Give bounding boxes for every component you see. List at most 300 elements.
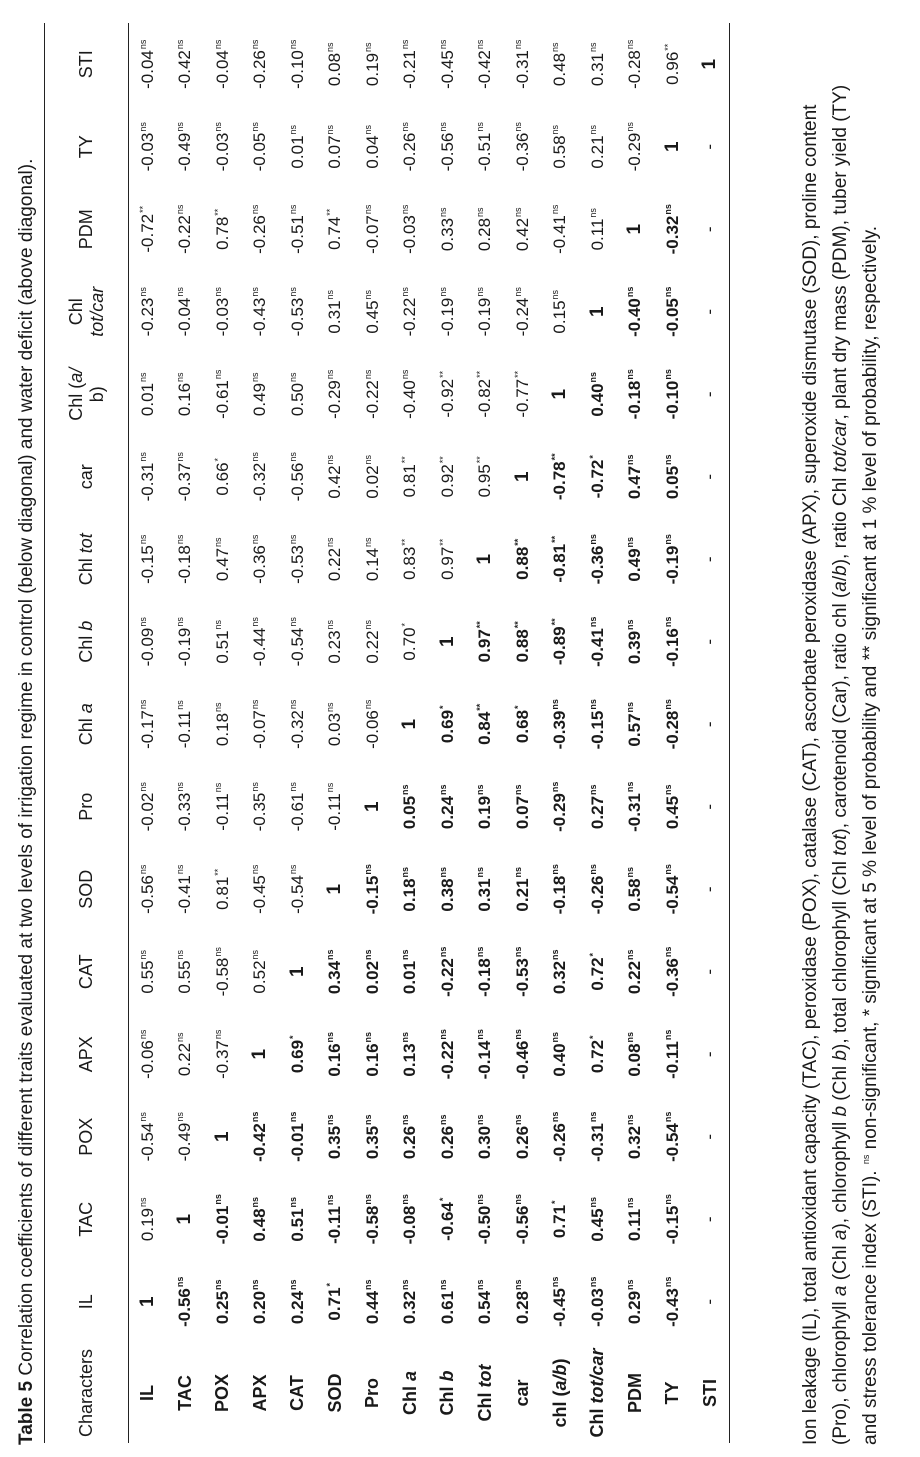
table-cell: $-0.40^{ns}$ xyxy=(625,286,645,337)
table-cell: - xyxy=(692,1261,730,1344)
table-cell: $-0.11^{ns}$ xyxy=(325,782,345,831)
table-cell: $0.26^{ns}$ xyxy=(437,1114,457,1160)
table-cell: $0.48^{ns}$ xyxy=(250,1196,270,1242)
table-cell: $-0.07^{ns}$ xyxy=(250,699,270,749)
column-header: APX xyxy=(45,1013,129,1096)
column-header: SOD xyxy=(45,848,129,931)
table-cell: $0.20^{ns}$ xyxy=(250,1279,270,1325)
table-cell: $0.03^{ns}$ xyxy=(325,702,345,747)
footnote-line-2 xyxy=(826,25,856,1445)
table-cell: $-0.45^{ns}$ xyxy=(250,864,270,914)
table-cell: $-0.15^{ns}$ xyxy=(587,699,607,750)
table-row xyxy=(542,23,580,1443)
table-cell: $0.47^{ns}$ xyxy=(625,454,645,500)
table-cell: $0.48^{ns}$ xyxy=(550,42,570,87)
table-cell: 0.88** xyxy=(512,621,532,663)
table-row xyxy=(579,23,617,1443)
footnote-text: (Pro), chlorophyll xyxy=(830,1296,851,1445)
table-row xyxy=(617,23,655,1443)
table-cell: $-0.41^{ns}$ xyxy=(175,864,195,914)
table-cell: 0.72* xyxy=(587,1035,607,1074)
column-header: TAC xyxy=(45,1178,129,1261)
table-cell: 1 xyxy=(249,1048,271,1060)
table-cell: 1 xyxy=(436,636,458,648)
table-cell: $0.31^{ns}$ xyxy=(587,42,607,87)
table-cell: 0.74** xyxy=(325,208,345,250)
footnote-text: (Chl xyxy=(830,1060,851,1106)
table-cell: $0.51^{ns}$ xyxy=(287,1196,307,1242)
table-cell: $0.40^{ns}$ xyxy=(587,371,607,417)
table-cell: $-0.46^{ns}$ xyxy=(512,1029,532,1080)
table-cell: 1 xyxy=(692,23,730,106)
table-cell: $0.01^{ns}$ xyxy=(400,949,420,995)
table-cell: $0.22^{ns}$ xyxy=(625,949,645,995)
table-cell: $-0.39^{ns}$ xyxy=(550,699,570,750)
table-cell: - xyxy=(692,766,730,849)
table-cell: $0.11^{ns}$ xyxy=(625,1197,645,1242)
table-cell: $-0.26^{ns}$ xyxy=(400,122,420,172)
table-cell: 0.92** xyxy=(437,456,457,498)
table-cell: $0.34^{ns}$ xyxy=(325,949,345,995)
table-cell: 0.96** xyxy=(662,43,682,85)
table-cell: $-0.15^{ns}$ xyxy=(362,864,382,915)
table-cell: 0.68* xyxy=(512,705,532,744)
table-caption xyxy=(16,25,38,1445)
table-cell: $0.05^{ns}$ xyxy=(662,454,682,500)
table-cell: $0.52^{ns}$ xyxy=(250,949,270,994)
table-cell: $-0.33^{ns}$ xyxy=(175,782,195,832)
table-cell: $0.35^{ns}$ xyxy=(325,1114,345,1160)
row-header: Chl b xyxy=(437,1370,458,1416)
table-cell: $0.04^{ns}$ xyxy=(362,124,382,169)
table-cell: 1 xyxy=(286,966,308,978)
table-cell: $0.45^{ns}$ xyxy=(662,784,682,830)
table-cell: 0.97** xyxy=(475,621,495,663)
table-cell: $-0.53^{ns}$ xyxy=(287,534,307,584)
table-cell: $-0.03^{ns}$ xyxy=(137,122,157,172)
table-cell: 1 xyxy=(399,718,421,730)
table-cell: - xyxy=(692,188,730,271)
table-cell: $-0.53^{ns}$ xyxy=(512,946,532,997)
table-cell: $-0.26^{ns}$ xyxy=(550,1111,570,1162)
table-cell: 1 xyxy=(586,306,608,318)
table-cell: $-0.45^{ns}$ xyxy=(550,1276,570,1327)
table-cell: - xyxy=(692,1096,730,1179)
table-cell: $-0.06^{ns}$ xyxy=(137,1029,157,1079)
table-cell: $0.49^{ns}$ xyxy=(625,536,645,582)
table-cell: $-0.56^{ns}$ xyxy=(437,122,457,172)
table-cell: $-0.04^{ns}$ xyxy=(175,287,195,337)
table-cell: $-0.36^{ns}$ xyxy=(587,534,607,585)
table-footnote xyxy=(796,25,886,1445)
caption-text: Correlation coefficients of different traits evaluated at two levels of irrigation regime in control (below diagonal) and water deficit (above diagonal). xyxy=(16,158,37,1376)
table-cell: $0.21^{ns}$ xyxy=(512,866,532,912)
table-cell: -0.92** xyxy=(437,370,457,418)
column-header: POX xyxy=(45,1096,129,1179)
table-cell: $-0.31^{ns}$ xyxy=(625,781,645,832)
row-header: TY xyxy=(662,1381,683,1405)
table-cell: $-0.41^{ns}$ xyxy=(550,204,570,254)
table-cell: $0.28^{ns}$ xyxy=(512,1279,532,1325)
table-cell: $-0.22^{ns}$ xyxy=(400,287,420,337)
table-cell: $0.16^{ns}$ xyxy=(362,1031,382,1077)
table-cell: $0.18^{ns}$ xyxy=(212,702,232,747)
table-cell: $-0.10^{ns}$ xyxy=(287,39,307,89)
table-cell: $-0.54^{ns}$ xyxy=(662,864,682,915)
table-cell: -0.78** xyxy=(550,453,570,501)
table-cell: $-0.51^{ns}$ xyxy=(287,204,307,254)
table-cell: $0.02^{ns}$ xyxy=(362,949,382,995)
table-cell: $0.24^{ns}$ xyxy=(287,1279,307,1325)
table-cell: $0.22^{ns}$ xyxy=(362,619,382,664)
table-cell: $0.07^{ns}$ xyxy=(325,124,345,169)
table-cell: $0.51^{ns}$ xyxy=(212,619,232,664)
table-cell: 0.71* xyxy=(325,1282,345,1321)
footnote-text: Ion leakage (IL), total antioxidant capacity (TAC), peroxidase (POX), catalase (CAT), ascorbate peroxidase (APX), superoxide dismutase (SOD), proline content xyxy=(800,104,821,1445)
row-header: CAT xyxy=(287,1375,308,1411)
table-cell: $0.35^{ns}$ xyxy=(362,1114,382,1160)
table-cell: $-0.28^{ns}$ xyxy=(662,699,682,750)
table-cell: $0.14^{ns}$ xyxy=(362,537,382,582)
table-cell: 0.69* xyxy=(287,1035,307,1074)
table-cell: $0.32^{ns}$ xyxy=(550,949,570,995)
table-cell: $-0.18^{ns}$ xyxy=(625,369,645,420)
table-cell: $-0.32^{ns}$ xyxy=(662,204,682,255)
table-cell: $-0.07^{ns}$ xyxy=(362,204,382,254)
table-cell: $-0.61^{ns}$ xyxy=(212,369,232,419)
table-cell: $0.25^{ns}$ xyxy=(212,1279,232,1325)
table-cell: $-0.19^{ns}$ xyxy=(437,287,457,337)
table-cell: 0.70* xyxy=(400,622,420,661)
table-cell: 0.84** xyxy=(475,703,495,745)
table-cell: $0.01^{ns}$ xyxy=(137,372,157,417)
table-cell: $-0.40^{ns}$ xyxy=(400,369,420,419)
footnote-italic: b xyxy=(830,1105,851,1117)
table-cell: $-0.23^{ns}$ xyxy=(137,287,157,337)
footnote-italic: b xyxy=(830,565,851,576)
table-cell: $-0.15^{ns}$ xyxy=(662,1194,682,1245)
table-cell: - xyxy=(692,106,730,189)
row-header: TAC xyxy=(174,1375,195,1411)
table-cell: $0.24^{ns}$ xyxy=(437,784,457,830)
table-cell: -0.72* xyxy=(587,455,607,499)
table-cell: $0.47^{ns}$ xyxy=(212,537,232,582)
table-cell: - xyxy=(692,1178,730,1261)
table-cell: $-0.45^{ns}$ xyxy=(437,39,457,89)
column-header: Chl b xyxy=(45,601,129,684)
table-cell: $-0.43^{ns}$ xyxy=(250,287,270,337)
table-cell: 1 xyxy=(624,223,646,235)
table-cell: $0.08^{ns}$ xyxy=(325,42,345,87)
table-cell: $-0.36^{ns}$ xyxy=(250,534,270,584)
footnote-italic: a xyxy=(830,581,851,592)
table-row xyxy=(654,23,692,1443)
table-cell: $-0.03^{ns}$ xyxy=(587,1276,607,1327)
table-cell: $0.58^{ns}$ xyxy=(625,866,645,912)
table-cell: $-0.51^{ns}$ xyxy=(475,122,495,172)
table-cell: $-0.58^{ns}$ xyxy=(212,947,232,997)
table-cell: $-0.37^{ns}$ xyxy=(175,452,195,502)
row-header: SOD xyxy=(324,1373,345,1413)
table-cell: $-0.21^{ns}$ xyxy=(400,39,420,89)
table-cell: $0.49^{ns}$ xyxy=(250,372,270,417)
table-cell: $-0.54^{ns}$ xyxy=(287,617,307,667)
header-characters: Characters xyxy=(45,1343,129,1443)
table-cell: 1 xyxy=(361,801,383,813)
table-cell: $-0.54^{ns}$ xyxy=(137,1112,157,1162)
table-cell: $-0.09^{ns}$ xyxy=(137,617,157,667)
table-cell: -0.89** xyxy=(550,618,570,666)
table-cell: $-0.31^{ns}$ xyxy=(512,39,532,89)
table-cell: $0.27^{ns}$ xyxy=(587,784,607,830)
table-cell: 0.71* xyxy=(550,1200,570,1239)
table-cell: $0.15^{ns}$ xyxy=(550,289,570,334)
row-header: Pro xyxy=(362,1378,383,1409)
table-cell: $-0.43^{ns}$ xyxy=(662,1276,682,1327)
table-cell: $0.19^{ns}$ xyxy=(137,1197,157,1242)
table-cell: - xyxy=(692,1013,730,1096)
table-cell: 1 xyxy=(324,883,346,895)
table-cell: $-0.49^{ns}$ xyxy=(175,1112,195,1162)
table-cell: $0.26^{ns}$ xyxy=(512,1114,532,1160)
table-cell: $-0.36^{ns}$ xyxy=(662,946,682,997)
row-header: Chl a xyxy=(399,1371,420,1416)
table-cell: - xyxy=(692,683,730,766)
table-cell: $-0.18^{ns}$ xyxy=(175,534,195,584)
table-cell: $-0.36^{ns}$ xyxy=(512,122,532,172)
column-header: Chl (a/ b) xyxy=(45,353,129,436)
table-cell: $0.21^{ns}$ xyxy=(587,124,607,169)
table-cell: $-0.08^{ns}$ xyxy=(400,1194,420,1245)
column-header: Pro xyxy=(45,766,129,849)
table-cell: $-0.29^{ns}$ xyxy=(325,369,345,419)
column-header: IL xyxy=(45,1261,129,1344)
row-header: Chl tot xyxy=(474,1364,495,1422)
table-cell: $-0.19^{ns}$ xyxy=(475,287,495,337)
table-cell: $0.54^{ns}$ xyxy=(475,1279,495,1325)
table-cell: $-0.15^{ns}$ xyxy=(137,534,157,584)
table-cell: $-0.03^{ns}$ xyxy=(212,122,232,172)
table-cell: $0.58^{ns}$ xyxy=(550,124,570,169)
table-row xyxy=(204,23,242,1443)
table-cell: 0.88** xyxy=(512,538,532,580)
table-cell: $0.38^{ns}$ xyxy=(437,866,457,912)
column-header: STI xyxy=(45,23,129,106)
table-cell: $0.29^{ns}$ xyxy=(625,1279,645,1325)
table-cell: $-0.22^{ns}$ xyxy=(175,204,195,254)
table-cell: $-0.22^{ns}$ xyxy=(437,1029,457,1080)
table-cell: 0.83** xyxy=(400,538,420,580)
table-cell: 1 xyxy=(511,471,533,483)
table-cell: $-0.24^{ns}$ xyxy=(512,287,532,337)
table-cell: $-0.29^{ns}$ xyxy=(625,122,645,172)
column-header: Chl tot/car xyxy=(45,271,129,354)
table-cell: $-0.18^{ns}$ xyxy=(550,864,570,915)
table-cell: $-0.49^{ns}$ xyxy=(175,122,195,172)
table-cell: $0.05^{ns}$ xyxy=(400,784,420,830)
table-cell: -0.81** xyxy=(550,535,570,583)
table-cell: $0.40^{ns}$ xyxy=(550,1031,570,1077)
table-cell: $-0.56^{ns}$ xyxy=(175,1276,195,1327)
table-cell: $-0.54^{ns}$ xyxy=(662,1111,682,1162)
column-header: CAT xyxy=(45,931,129,1014)
footnote-italic: a xyxy=(830,1285,851,1297)
table-row xyxy=(429,23,467,1443)
table-cell: $-0.17^{ns}$ xyxy=(137,699,157,749)
footnote-text: and stress tolerance index (STI). xyxy=(860,1165,881,1445)
table-cell: $0.39^{ns}$ xyxy=(625,619,645,665)
table-cell: $0.50^{ns}$ xyxy=(287,372,307,417)
table-cell: $-0.42^{ns}$ xyxy=(175,39,195,89)
table-row xyxy=(392,23,430,1443)
table-cell: $0.32^{ns}$ xyxy=(625,1114,645,1160)
table-row xyxy=(129,23,167,1443)
table-cell: $0.02^{ns}$ xyxy=(362,454,382,499)
table-cell: $-0.03^{ns}$ xyxy=(212,287,232,337)
table-header-row xyxy=(45,23,129,1443)
table-cell: $0.30^{ns}$ xyxy=(475,1114,495,1160)
table-cell: $-0.05^{ns}$ xyxy=(250,122,270,172)
footnote-text: / xyxy=(830,575,851,582)
table-cell: $-0.44^{ns}$ xyxy=(250,617,270,667)
table-cell: 0.72* xyxy=(587,952,607,991)
table-cell: $0.26^{ns}$ xyxy=(400,1114,420,1160)
table-cell: $-0.31^{ns}$ xyxy=(137,452,157,502)
table-cell: $0.16^{ns}$ xyxy=(175,372,195,417)
table-cell: $-0.29^{ns}$ xyxy=(550,781,570,832)
table-cell: $-0.42^{ns}$ xyxy=(250,1111,270,1162)
row-header: POX xyxy=(212,1374,233,1413)
table-cell: $-0.61^{ns}$ xyxy=(287,782,307,832)
footnote-italic: b xyxy=(830,1049,851,1061)
footnote-text: ), total chlorophyll (Chl xyxy=(830,855,851,1050)
table-cell: $-0.28^{ns}$ xyxy=(625,39,645,89)
table-cell: 1 xyxy=(474,553,496,565)
table-cell: $-0.01^{ns}$ xyxy=(287,1111,307,1162)
footnote-text: ), carotenoid (Car), ratio chl ( xyxy=(830,591,851,835)
table-cell: $0.44^{ns}$ xyxy=(362,1279,382,1325)
footnote-text: non-significant, * significant at 5 % level of probability and ** significant at 1 % level of probability, respectively. xyxy=(860,225,881,1155)
table-cell: $-0.32^{ns}$ xyxy=(250,452,270,502)
footnote-italic: tot xyxy=(830,834,851,856)
table-cell: $-0.11^{ns}$ xyxy=(175,700,195,749)
footnote-line-1 xyxy=(796,25,826,1445)
table-cell: $-0.26^{ns}$ xyxy=(250,39,270,89)
table-cell: - xyxy=(692,931,730,1014)
table-cell: $-0.42^{ns}$ xyxy=(475,39,495,89)
row-header: APX xyxy=(249,1374,270,1412)
table-cell: 0.97** xyxy=(437,538,457,580)
table-cell: $0.01^{ns}$ xyxy=(287,124,307,169)
footnote-text: ), chlorophyll xyxy=(830,1116,851,1230)
table-cell: $-0.11^{ns}$ xyxy=(212,782,232,831)
table-cell: $-0.16^{ns}$ xyxy=(662,616,682,667)
table-cell: -0.72** xyxy=(137,205,157,253)
table-cell: $0.11^{ns}$ xyxy=(587,208,607,251)
table-cell: 0.81** xyxy=(400,456,420,498)
table-cell: $-0.58^{ns}$ xyxy=(362,1194,382,1245)
footnote-line-3 xyxy=(856,25,886,1445)
table-cell: $0.42^{ns}$ xyxy=(325,454,345,499)
table-cell: $-0.10^{ns}$ xyxy=(662,369,682,420)
table-cell: $-0.04^{ns}$ xyxy=(212,39,232,89)
table-cell: 0.95** xyxy=(475,456,495,498)
row-header: Chl tot/car xyxy=(587,1348,608,1438)
table-row xyxy=(279,23,317,1443)
table-cell: $-0.11^{ns}$ xyxy=(325,1194,345,1244)
table-cell: 1 xyxy=(661,141,683,153)
caption-label: Table 5 xyxy=(16,1380,37,1445)
table-cell: $-0.02^{ns}$ xyxy=(137,782,157,832)
table-cell: $0.23^{ns}$ xyxy=(325,619,345,664)
table-row xyxy=(692,23,730,1443)
footnote-superscript: ns xyxy=(861,1154,871,1165)
footnote-italic: a xyxy=(830,1229,851,1241)
table-cell: $0.57^{ns}$ xyxy=(625,701,645,747)
table-cell: $-0.32^{ns}$ xyxy=(287,699,307,749)
table-cell: 1 xyxy=(211,1131,233,1143)
table-cell: 0.81** xyxy=(212,868,232,910)
table-row xyxy=(242,23,280,1443)
table-cell: $-0.03^{ns}$ xyxy=(400,204,420,254)
table-cell: $-0.19^{ns}$ xyxy=(175,617,195,667)
table-cell: 0.78** xyxy=(212,208,232,250)
table-cell: 1 xyxy=(549,388,571,400)
table-cell: - xyxy=(692,353,730,436)
footnote-text: ), ratio Chl xyxy=(830,472,851,566)
table-cell: $-0.56^{ns}$ xyxy=(137,864,157,914)
table-cell: $0.22^{ns}$ xyxy=(175,1032,195,1077)
row-header: IL xyxy=(137,1385,158,1401)
table-cell: $-0.22^{ns}$ xyxy=(362,369,382,419)
table-cell: $0.22^{ns}$ xyxy=(325,537,345,582)
table-cell: $-0.18^{ns}$ xyxy=(475,946,495,997)
table-cell: -0.77** xyxy=(512,370,532,418)
column-header: Chl a xyxy=(45,683,129,766)
table-cell: $-0.53^{ns}$ xyxy=(287,287,307,337)
table-cell: $0.08^{ns}$ xyxy=(625,1031,645,1077)
table-cell: $0.31^{ns}$ xyxy=(475,866,495,912)
table-cell: $-0.54^{ns}$ xyxy=(287,864,307,914)
table-cell: -0.82** xyxy=(475,370,495,418)
footnote-italic: tot/car xyxy=(830,419,851,473)
table-cell: $0.45^{ns}$ xyxy=(587,1196,607,1242)
table-cell: $0.18^{ns}$ xyxy=(400,866,420,912)
table-cell: $0.61^{ns}$ xyxy=(437,1279,457,1325)
table-cell: $-0.37^{ns}$ xyxy=(212,1029,232,1079)
table-row xyxy=(467,23,505,1443)
footnote-text: (Chl xyxy=(830,1240,851,1286)
column-header: PDM xyxy=(45,188,129,271)
table-cell: - xyxy=(692,271,730,354)
table-cell: 1 xyxy=(174,1213,196,1225)
table-cell: $-0.22^{ns}$ xyxy=(437,946,457,997)
row-header: PDM xyxy=(624,1373,645,1413)
table-cell: $0.07^{ns}$ xyxy=(512,784,532,830)
table-cell: - xyxy=(692,518,730,601)
table-cell: $0.28^{ns}$ xyxy=(475,207,495,252)
table-cell: $-0.19^{ns}$ xyxy=(662,534,682,585)
table-cell: $-0.26^{ns}$ xyxy=(587,864,607,915)
row-header: chl (a/b) xyxy=(549,1358,570,1428)
table-row xyxy=(354,23,392,1443)
table-cell: $0.31^{ns}$ xyxy=(325,289,345,334)
table-cell: $-0.05^{ns}$ xyxy=(662,286,682,337)
table-cell: 0.69* xyxy=(437,705,457,744)
table-cell: $0.13^{ns}$ xyxy=(400,1031,420,1077)
table-cell: $0.55^{ns}$ xyxy=(175,949,195,994)
table-cell: $0.55^{ns}$ xyxy=(137,949,157,994)
